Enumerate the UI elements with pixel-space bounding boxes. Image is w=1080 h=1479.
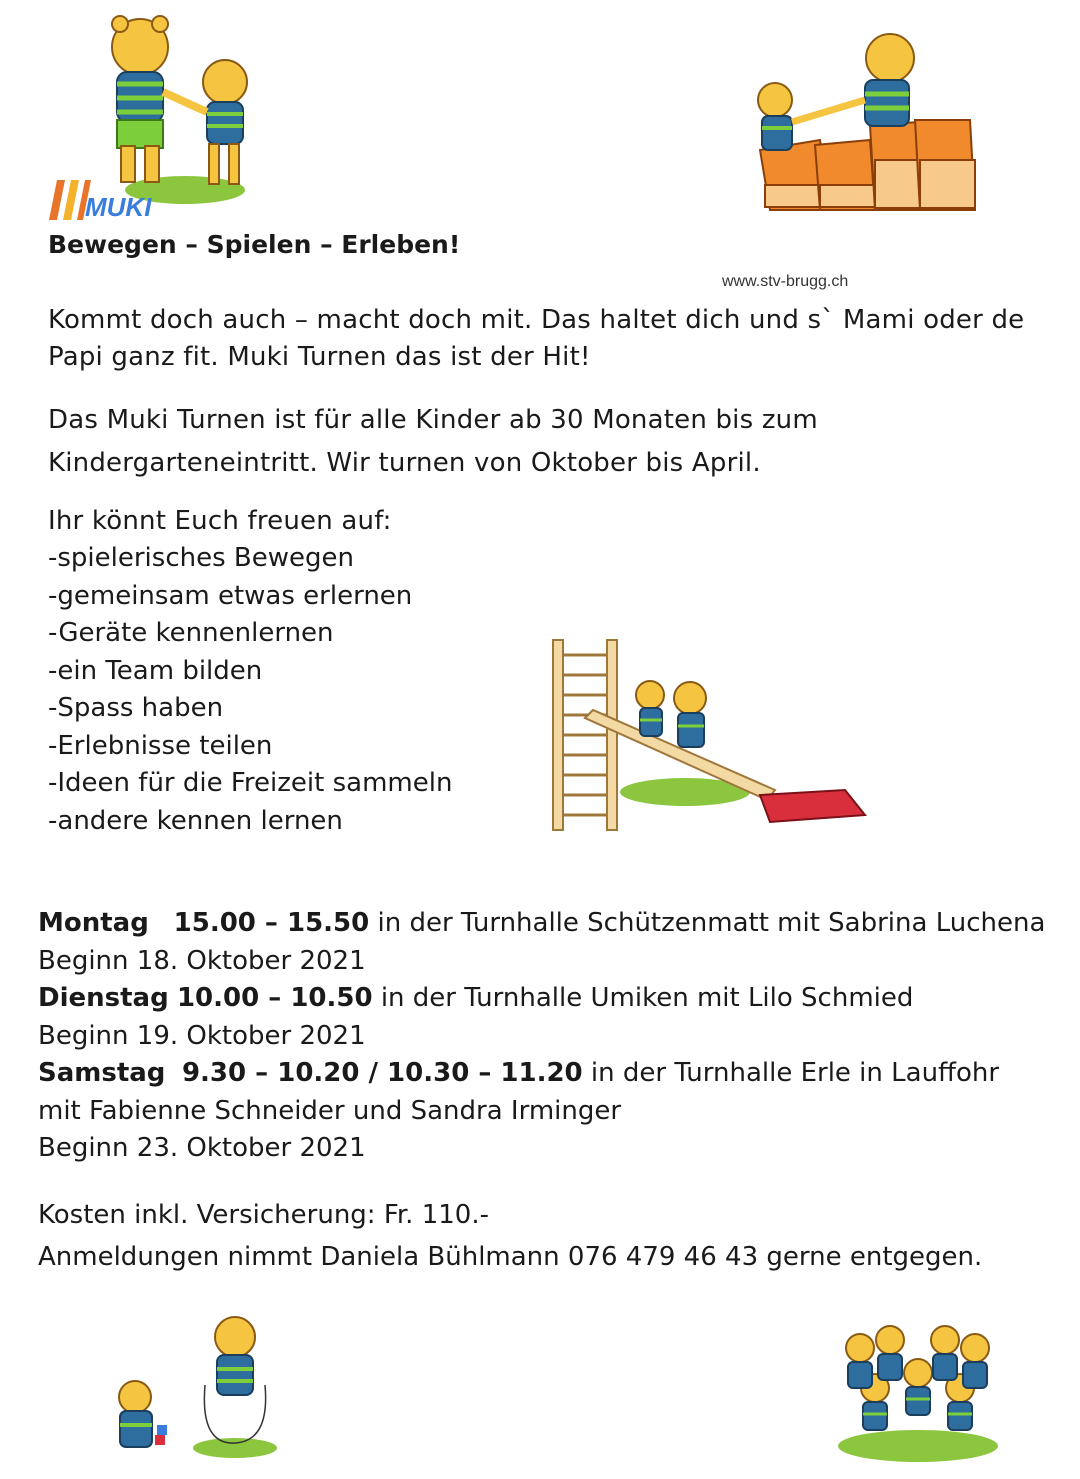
list-item: -spielerisches Bewegen <box>48 543 354 573</box>
bears-wall-bars-illustration <box>545 630 870 850</box>
day-label: Samstag <box>38 1058 166 1088</box>
muki-logo <box>45 12 255 227</box>
intro-line-2: Papi ganz fit. Muki Turnen das ist der Hit! <box>48 342 591 372</box>
list-item: -andere kennen lernen <box>48 805 343 836</box>
registration-text: Anmeldungen nimmt Daniela Bühlmann 076 479 46 43 gerne entgegen. <box>38 1242 983 1272</box>
logo-text: MUKI <box>85 192 152 222</box>
bears-climbing-icon <box>730 30 1010 230</box>
age-info-line-2: Kindergarteneintritt. Wir turnen von Oktober bis April. <box>48 448 761 478</box>
day-label: Dienstag <box>38 983 169 1013</box>
list-item: -gemeinsam etwas erlernen <box>48 580 413 611</box>
intro-line-1: Kommt doch auch – macht doch mit. Das haltet dich und s` Mami oder de <box>48 305 1025 335</box>
day-label: Montag <box>38 908 149 938</box>
schedule-monday <box>38 905 1045 943</box>
schedule-tuesday <box>38 980 913 1018</box>
costs-text: Kosten inkl. Versicherung: Fr. 110.- <box>38 1200 489 1230</box>
jump-rope-icon <box>105 1315 285 1465</box>
bear-group-icon <box>830 1318 1005 1468</box>
time-label: 9.30 – 10.20 / 10.30 – 11.20 <box>181 1058 583 1088</box>
tagline: Bewegen – Spielen – Erleben! <box>48 230 461 259</box>
wall-bars-icon <box>545 630 870 850</box>
start-date-tuesday: Beginn 19. Oktober 2021 <box>38 1021 366 1051</box>
time-label: 10.00 – 10.50 <box>176 983 373 1013</box>
leaders-saturday: mit Fabienne Schneider und Sandra Irminger <box>38 1096 622 1126</box>
list-item: -Erlebnisse teilen <box>48 730 273 761</box>
bear-group-circle-illustration <box>830 1318 1005 1468</box>
website-link[interactable]: www.stv-brugg.ch <box>722 273 849 290</box>
place-label: in der Turnhalle Erle in Lauffohr <box>590 1058 1000 1088</box>
list-item: -Geräte kennenlernen <box>48 618 334 648</box>
bear-jump-rope-illustration <box>105 1315 285 1465</box>
schedule-saturday <box>38 1055 999 1093</box>
place-label: in der Turnhalle Umiken mit Lilo Schmied <box>380 983 914 1013</box>
list-item: -Ideen für die Freizeit sammeln <box>48 768 453 798</box>
activity-list <box>48 540 452 840</box>
place-label: in der Turnhalle Schützenmatt mit Sabrina Luchena <box>377 908 1046 938</box>
bears-climbing-boxes-illustration <box>730 30 1010 230</box>
time-label: 15.00 – 15.50 <box>173 908 370 938</box>
start-date-saturday: Beginn 23. Oktober 2021 <box>38 1133 366 1163</box>
list-item: -ein Team bilden <box>48 655 263 686</box>
age-info-line-1: Das Muki Turnen ist für alle Kinder ab 30 Monaten bis zum <box>48 405 818 435</box>
list-item: -Spass haben <box>48 693 224 723</box>
list-heading: Ihr könnt Euch freuen auf: <box>48 506 392 536</box>
start-date-monday: Beginn 18. Oktober 2021 <box>38 946 366 976</box>
